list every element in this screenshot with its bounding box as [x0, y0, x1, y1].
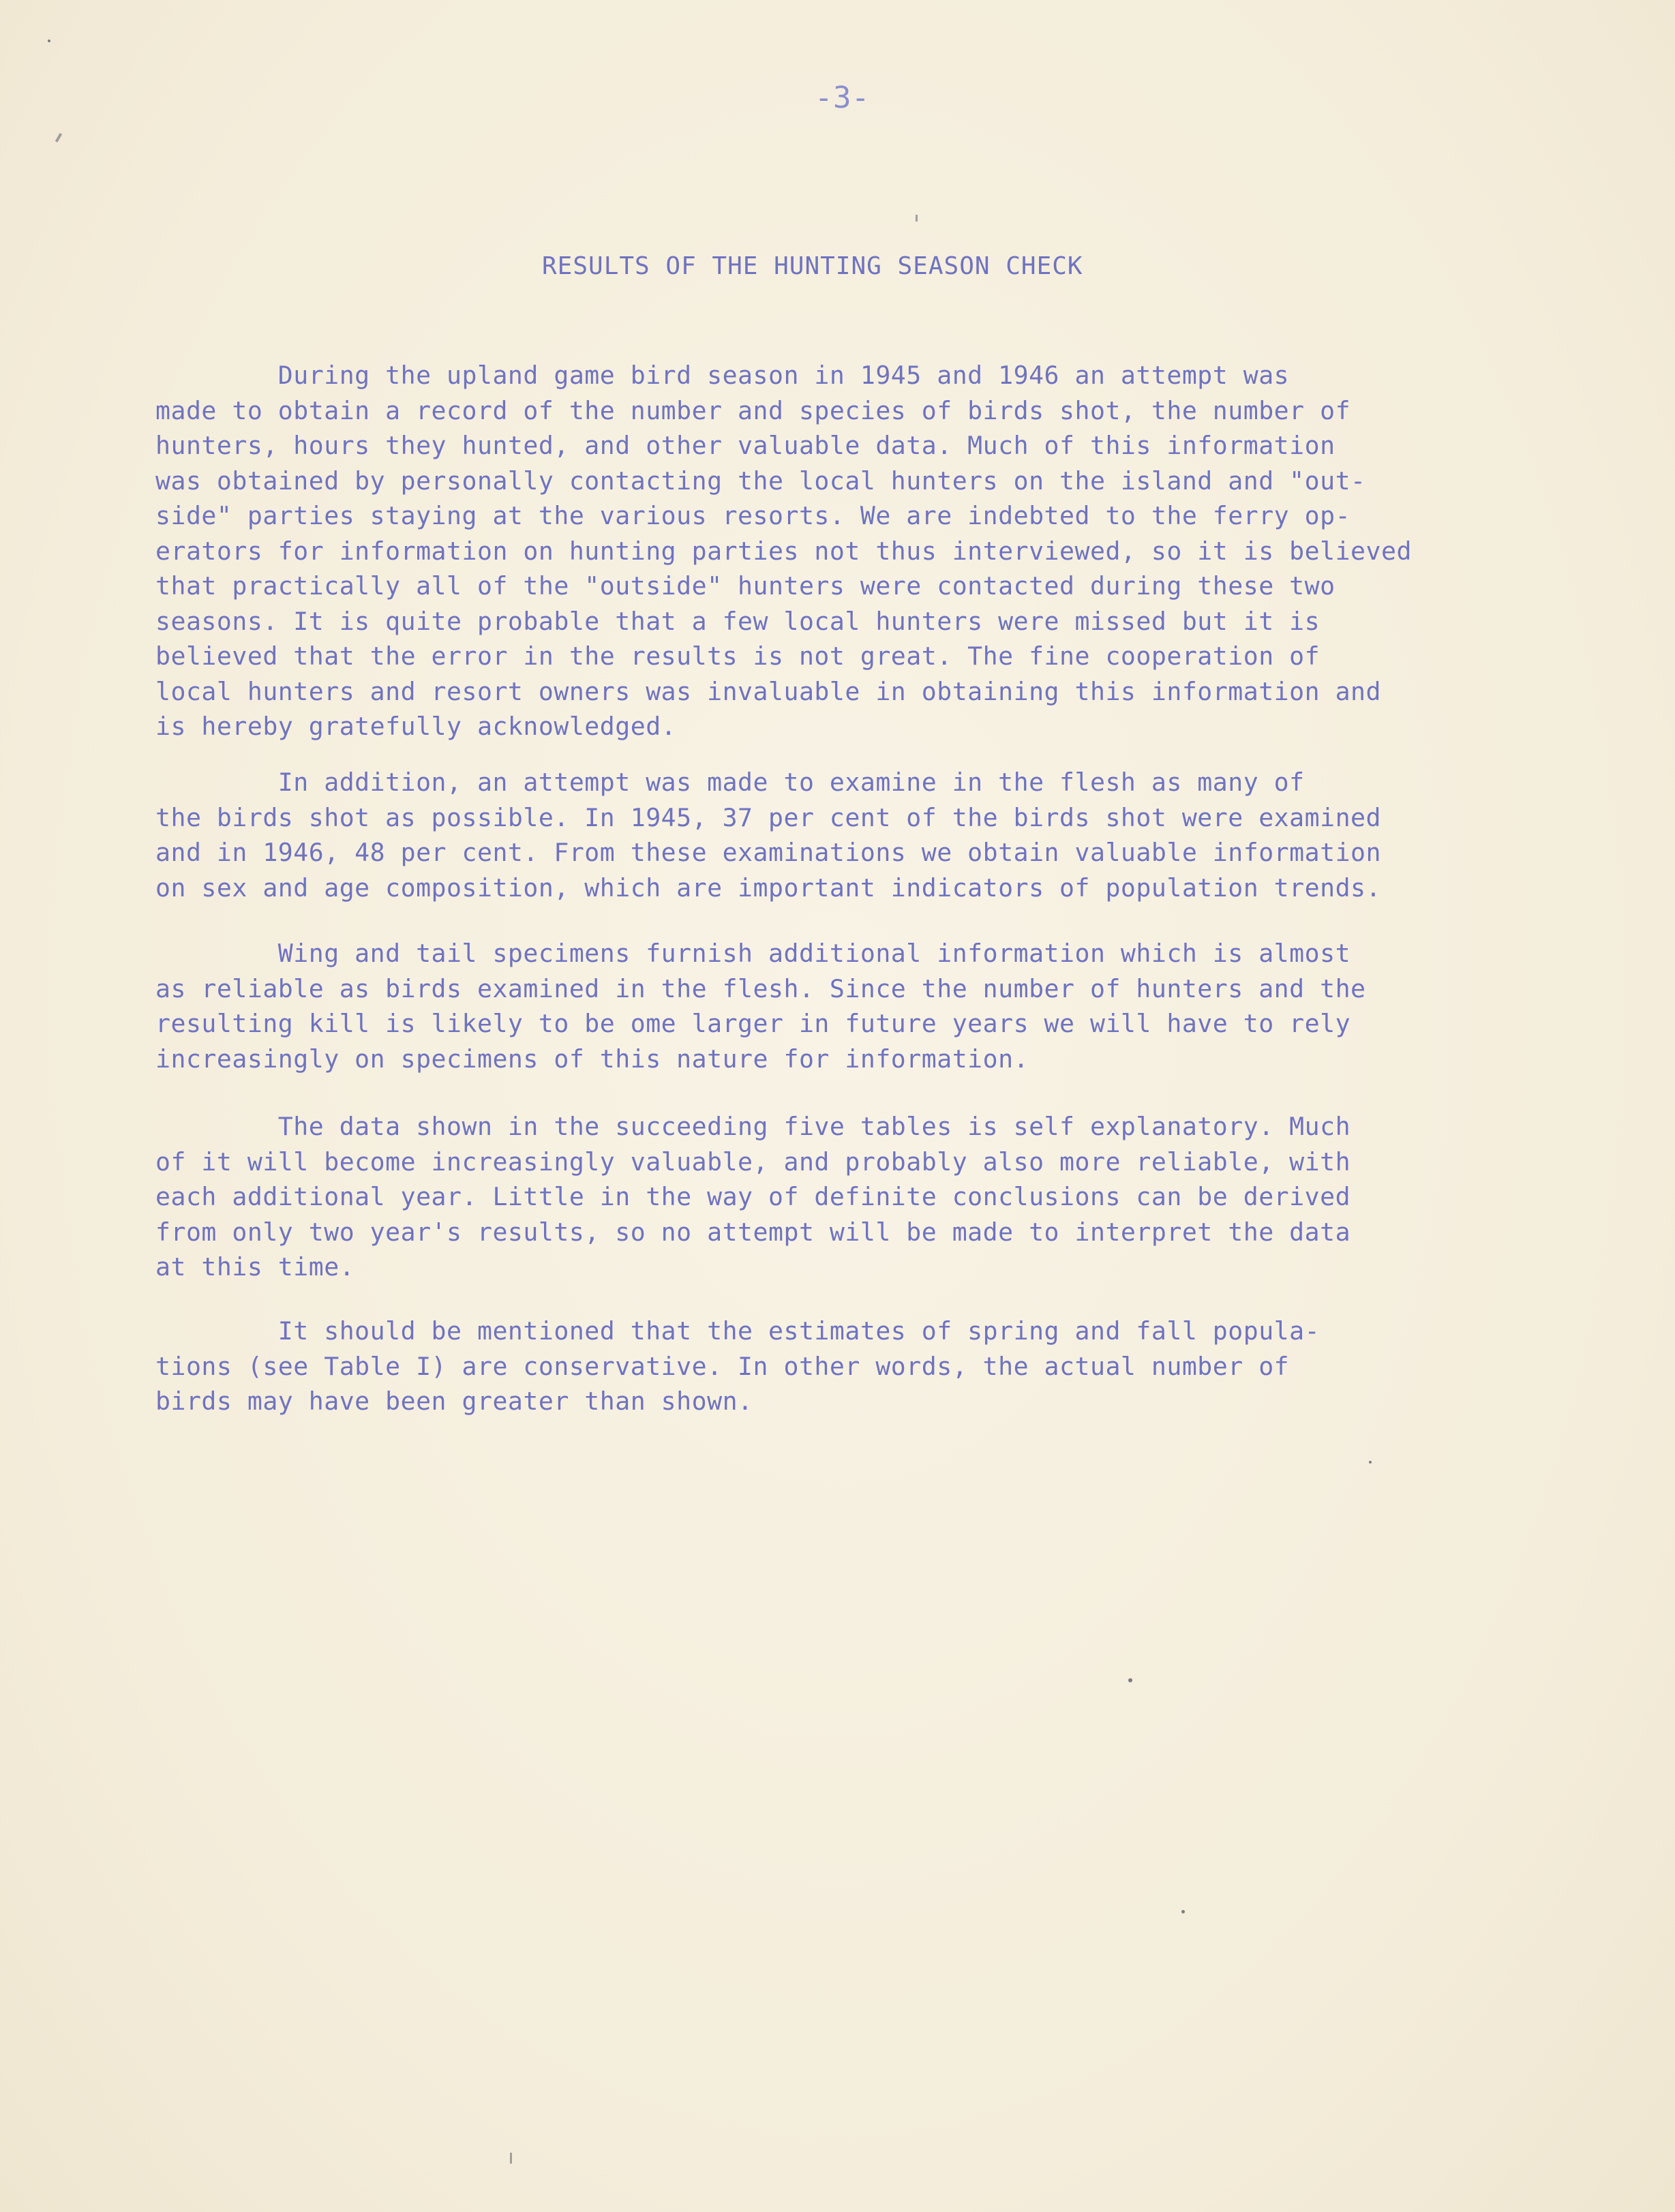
text-line: It should be mentioned that the estimates of spring and fall popula-: [155, 1316, 1321, 1346]
text-line: local hunters and resort owners was invaluable in obtaining this information and: [155, 676, 1381, 706]
text-line: seasons. It is quite probable that a few local hunters were missed but it is: [155, 606, 1321, 636]
text-line: on sex and age composition, which are important indicators of population trends.: [155, 873, 1381, 903]
text-line: During the upland game bird season in 1945 and 1946 an attempt was: [155, 361, 1290, 390]
text-line: birds may have been greater than shown.: [155, 1387, 753, 1416]
paragraph-4: [155, 1109, 1573, 1285]
paragraph-1: [155, 358, 1573, 744]
text-line: of it will become increasingly valuable, and probably also more reliable, with: [155, 1147, 1351, 1177]
text-line: was obtained by personally contacting the local hunters on the island and "out-: [155, 466, 1366, 496]
paragraph-3: [155, 936, 1573, 1076]
page-title: RESULTS OF THE HUNTING SEASON CHECK: [542, 252, 1083, 280]
text-line: hunters, hours they hunted, and other valuable data. Much of this information: [155, 431, 1336, 460]
text-line: resulting kill is likely to be ome larger in future years we will have to rely: [155, 1009, 1351, 1038]
text-line: each additional year. Little in the way of definite conclusions can be derived: [155, 1182, 1351, 1211]
paper-mark: [916, 215, 918, 222]
paper-speck: [1181, 1910, 1185, 1913]
text-line: from only two year's results, so no attempt will be made to interpret the data: [155, 1217, 1351, 1247]
text-line: erators for information on hunting parties not thus interviewed, so it is believed: [155, 536, 1412, 566]
text-line: tions (see Table I) are conservative. In other words, the actual number of: [155, 1351, 1290, 1381]
paper-mark: [510, 2153, 512, 2164]
text-line: the birds shot as possible. In 1945, 37 per cent of the birds shot were examined: [155, 802, 1381, 832]
paper-speck: [48, 40, 50, 42]
paragraph-5: [155, 1314, 1573, 1419]
text-line: The data shown in the succeeding five tables is self explanatory. Much: [155, 1112, 1351, 1141]
text-line: is hereby gratefully acknowledged.: [155, 712, 677, 741]
paragraph-2: [155, 765, 1573, 905]
page-number: -3-: [815, 80, 870, 115]
paper-speck: [1128, 1678, 1132, 1682]
text-line: In addition, an attempt was made to examine in the flesh as many of: [155, 768, 1305, 797]
paper-mark: [55, 133, 62, 142]
text-line: and in 1946, 48 per cent. From these examinations we obtain valuable information: [155, 838, 1381, 867]
text-line: as reliable as birds examined in the flesh. Since the number of hunters and the: [155, 973, 1366, 1003]
text-line: believed that the error in the results is not great. The fine cooperation of: [155, 641, 1321, 671]
text-line: that practically all of the "outside" hunters were contacted during these two: [155, 571, 1336, 601]
text-line: side" parties staying at the various resorts. We are indebted to the ferry op-: [155, 501, 1351, 530]
text-line: Wing and tail specimens furnish additional information which is almost: [155, 939, 1351, 968]
paper-speck: [1369, 1461, 1372, 1464]
text-line: increasingly on specimens of this nature for information.: [155, 1044, 1029, 1074]
text-line: at this time.: [155, 1252, 355, 1282]
text-line: made to obtain a record of the number and species of birds shot, the number of: [155, 395, 1351, 425]
